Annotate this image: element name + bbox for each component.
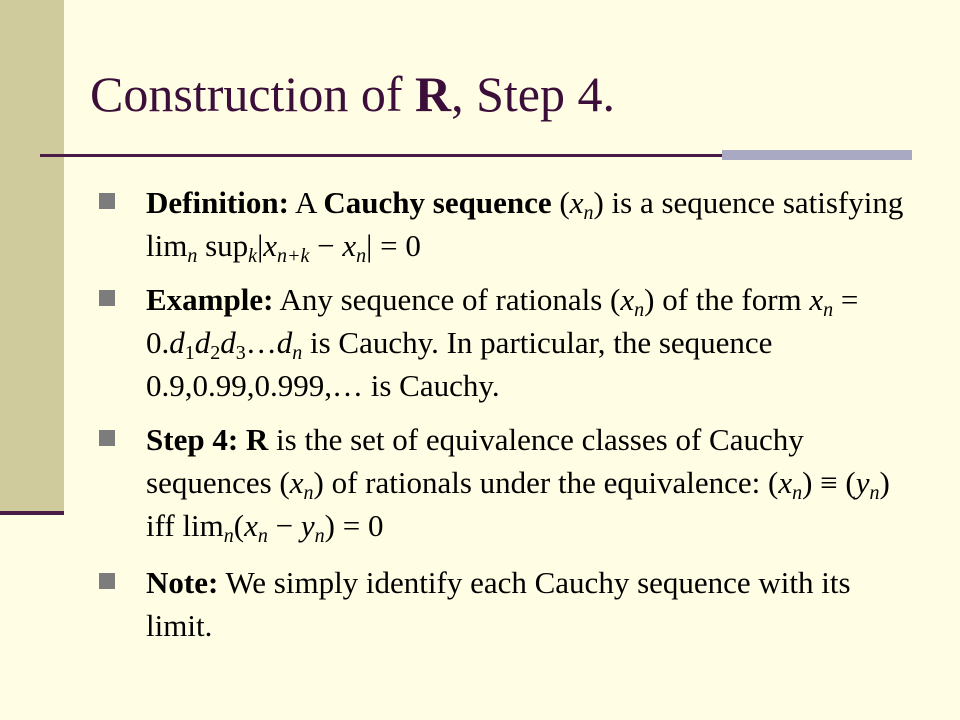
bullet-text: Example: Any sequence of rationals $(x_n)$ of the form $x_n$ = $0.d_1d_2d_3\dots d_n$ is Cauchy. In particular, the sequence 0.9,0.99,0.999,… is Cauchy. [146, 282, 859, 403]
side-accent-underline [0, 511, 64, 515]
bullet-text: Step 4: R is the set of equivalence classes of Cauchy sequences $(x_n)$ of rationals under the equivalence: $(x_n) \equiv (y_n)$ iff $\lim_n(x_n - y_n) = 0$ [146, 422, 890, 547]
bullet-text: Note: We simply identify each Cauchy sequence with its limit. [146, 565, 851, 643]
side-accent-bar [0, 0, 64, 512]
title-divider-accent [722, 150, 912, 160]
square-bullet-icon [99, 290, 115, 306]
square-bullet-icon [99, 430, 115, 446]
slide-title: Construction of R, Step 4. [90, 66, 615, 122]
square-bullet-icon [99, 573, 115, 589]
bullet-text: Definition: A Cauchy sequence $(x_n)$ is a sequence satisfying $\lim_n sup_k|x_{n+k} - x_n| = 0$ [146, 185, 904, 267]
square-bullet-icon [99, 193, 115, 209]
